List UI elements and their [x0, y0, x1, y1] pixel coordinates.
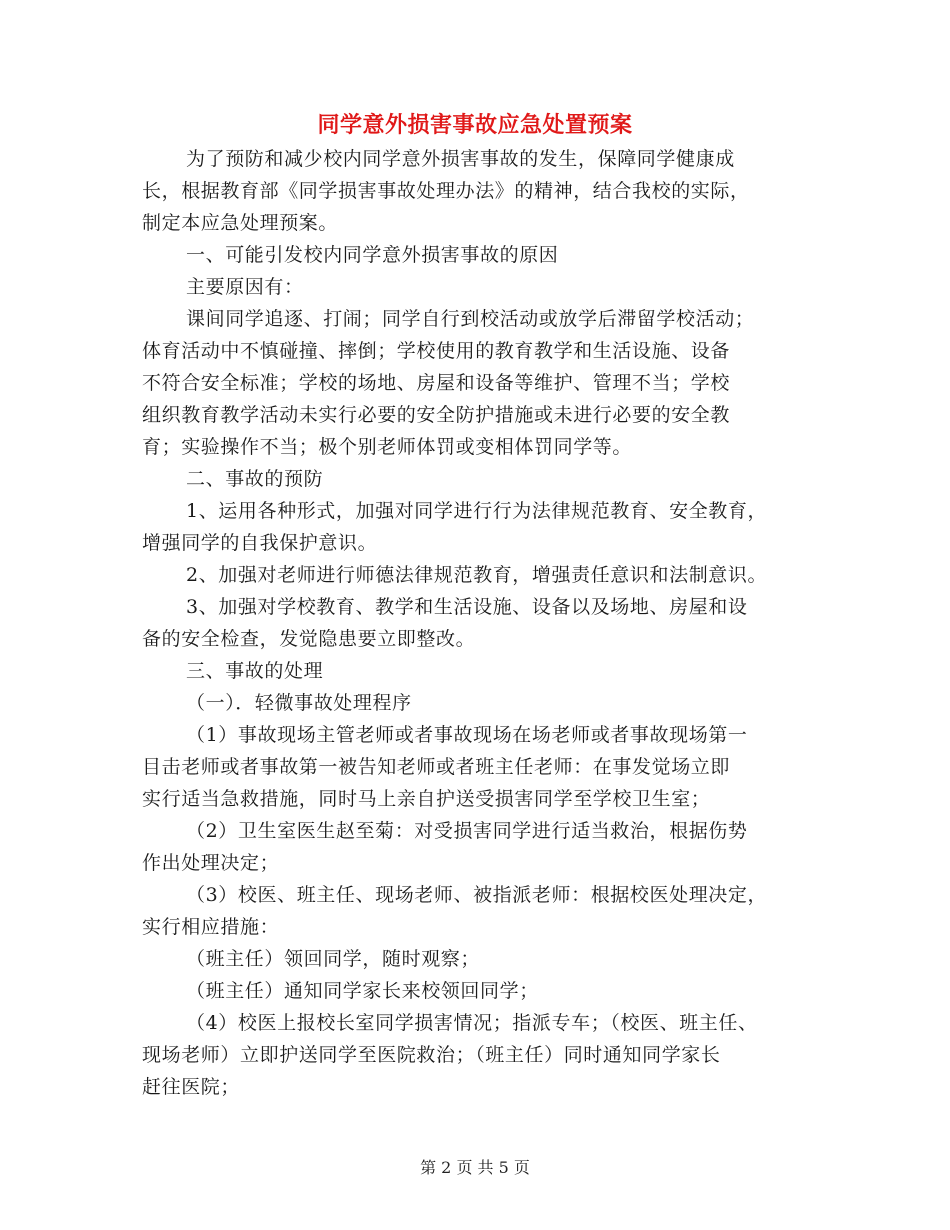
text-line: 组织教育教学活动未实行必要的安全防护措施或未进行必要的安全教	[142, 404, 731, 426]
text-line: （2）卫生室医生赵至菊：对受损害同学进行适当救治，根据伤势	[186, 820, 748, 842]
text-line: （班主任）通知同学家长来校领回同学；	[186, 980, 539, 1002]
text-line: 1、运用各种形式，加强对同学进行行为法律规范教育、安全教育，	[186, 500, 768, 522]
text-line: （一）．轻微事故处理程序	[186, 692, 412, 714]
text-line: 三、事故的处理	[186, 660, 324, 682]
page-number-footer: 第 2 页 共 5 页	[420, 1158, 530, 1177]
text-line: 二、事故的预防	[186, 468, 324, 490]
text-line: 体育活动中不慎碰撞、摔倒；学校使用的教育教学和生活设施、设备	[142, 340, 731, 362]
text-line: 育；实验操作不当；极个别老师体罚或变相体罚同学等。	[142, 436, 633, 458]
text-line: （班主任）领回同学，随时观察；	[186, 948, 481, 970]
document-body	[142, 143, 812, 1103]
text-line: 2、加强对老师进行师德法律规范教育，增强责任意识和法制意识。	[186, 564, 768, 586]
text-line: 增强同学的自我保护意识。	[142, 532, 378, 554]
text-line: （1）事故现场主管老师或者事故现场在场老师或者事故现场第一	[186, 724, 748, 746]
text-line: 一、可能引发校内同学意外损害事故的原因	[186, 244, 559, 266]
text-line: 实行适当急救措施，同时马上亲自护送受损害同学至学校卫生室；	[142, 788, 711, 810]
text-line: 备的安全检查，发觉隐患要立即整改。	[142, 628, 476, 650]
text-line: 作出处理决定；	[142, 852, 280, 874]
text-line: （4）校医上报校长室同学损害情况；指派专车；（校医、班主任、	[186, 1012, 758, 1034]
text-line: 目击老师或者事故第一被告知老师或者班主任老师：在事发觉场立即	[142, 756, 731, 778]
text-line: 实行相应措施：	[142, 916, 280, 938]
text-line: 长，根据教育部《同学损害事故处理办法》的精神，结合我校的实际，	[142, 180, 750, 202]
text-line: （3）校医、班主任、现场老师、被指派老师：根据校医处理决定，	[186, 884, 768, 906]
document-title: 同学意外损害事故应急处置预案	[317, 112, 633, 138]
text-line: 现场老师）立即护送同学至医院救治；（班主任）同时通知同学家长	[142, 1044, 721, 1066]
text-line: 不符合安全标准；学校的场地、房屋和设备等维护、管理不当；学校	[142, 372, 731, 394]
text-line: 为了预防和减少校内同学意外损害事故的发生，保障同学健康成	[186, 148, 735, 170]
text-line: 课间同学追逐、打闹；同学自行到校活动或放学后滞留学校活动；	[186, 308, 755, 330]
text-line: 3、加强对学校教育、教学和生活设施、设备以及场地、房屋和设	[186, 596, 748, 618]
text-line: 制定本应急处理预案。	[142, 212, 339, 234]
text-line: 赶往医院；	[142, 1076, 241, 1098]
text-line: 主要原因有：	[186, 276, 304, 298]
